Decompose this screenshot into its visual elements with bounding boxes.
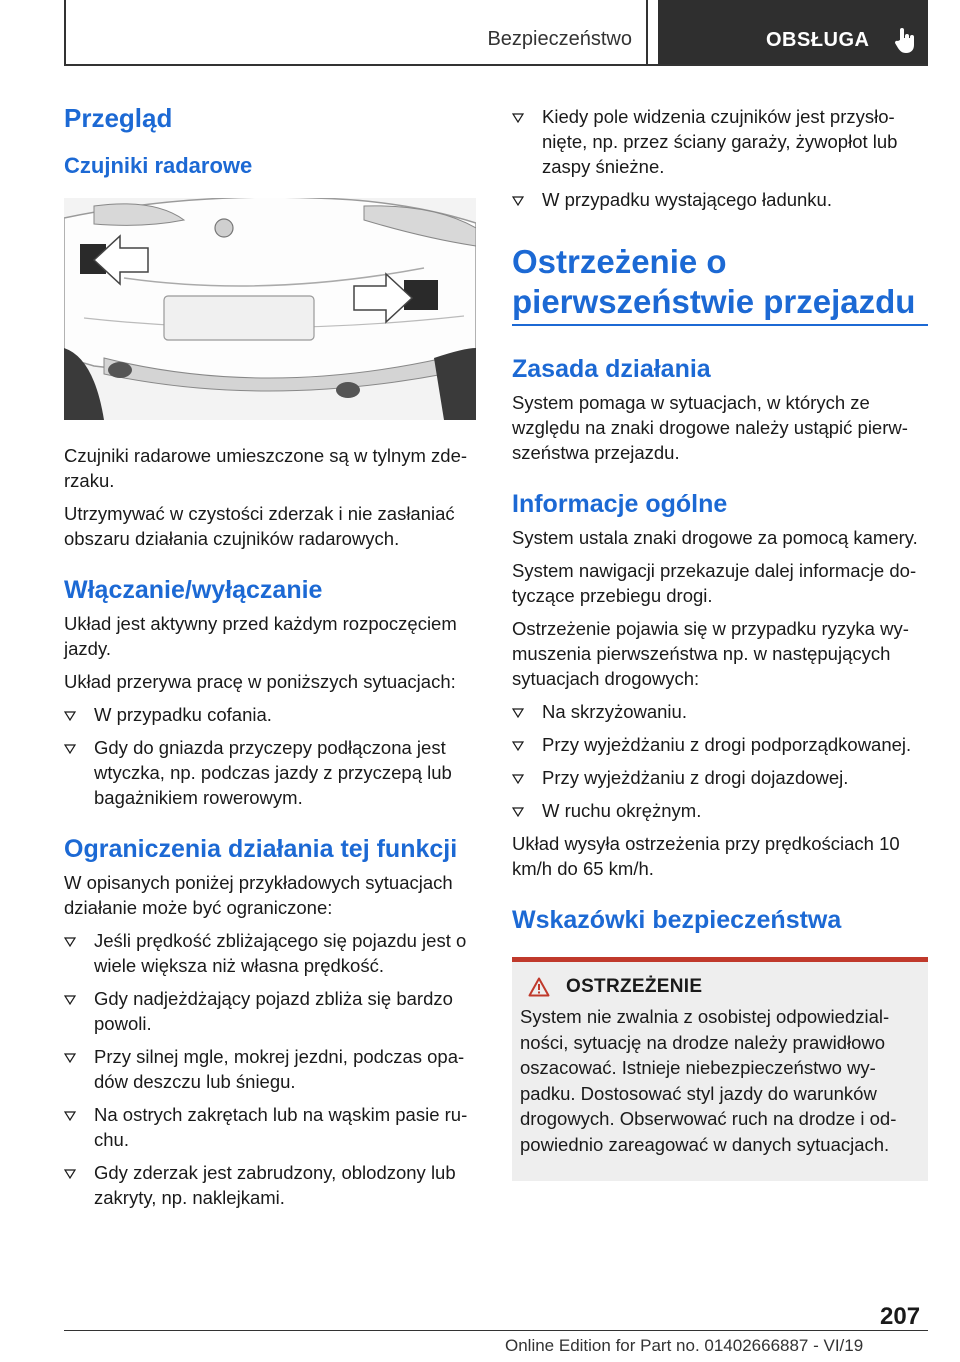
warning-title: OSTRZEŻENIE <box>566 976 703 997</box>
triangle-bullet-icon <box>64 995 76 1005</box>
list-item: Kiedy pole widzenia czujników jest przysło‐nięte, np. przez ściany garaży, żywopłot lub zaspy śnieżne. <box>512 104 928 179</box>
heading-limitations: Ograniczenia działania tej funkcji <box>64 835 458 863</box>
list-item: Na skrzyżowaniu. <box>512 699 928 724</box>
footer-edition: Online Edition for Part no. 01402666887 - VI/19 <box>505 1336 864 1355</box>
heading-general-info: Informacje ogólne <box>512 490 728 518</box>
triangle-bullet-icon <box>512 774 524 784</box>
paragraph-limits: W opisanych poniżej przykładowych sytuacjach działanie może być ograniczone: <box>64 872 453 918</box>
paragraph-onoff-1: Układ jest aktywny przed każdym rozpoczęciem jazdy. <box>64 613 457 659</box>
triangle-bullet-icon <box>64 1111 76 1121</box>
header-section-box <box>64 0 648 64</box>
triangle-bullet-icon <box>512 113 524 123</box>
header-tab-obsluga <box>658 0 928 64</box>
list-item: Jeśli prędkość zbliżającego się pojazdu jest o wiele większa niż własna prędkość. <box>64 928 476 978</box>
paragraph-general-4: Układ wysyła ostrzeżenia przy prędkościach 10 km/h do 65 km/h. <box>512 833 900 879</box>
heading-on-off: Włączanie/wyłączanie <box>64 576 323 604</box>
paragraph-onoff-2: Układ przerywa pracę w poniższych sytuacjach: <box>64 671 456 692</box>
list-item: W przypadku cofania. <box>64 702 476 727</box>
list-item: Na ostrych zakrętach lub na wąskim pasie ru‐chu. <box>64 1102 476 1152</box>
page-number: 207 <box>880 1303 921 1330</box>
list-onoff <box>64 702 476 810</box>
triangle-bullet-icon <box>64 937 76 947</box>
paragraph-radar-2: Utrzymywać w czystości zderzak i nie zasłaniać obszaru działania czujników radarowych. <box>64 503 455 549</box>
triangle-bullet-icon <box>64 711 76 721</box>
header-tab-label: OBSŁUGA <box>766 29 870 51</box>
heading-overview: Przegląd <box>64 103 173 133</box>
paragraph-radar-1: Czujniki radarowe umieszczone są w tylnym zde‐rzaku. <box>64 445 468 491</box>
list-item: Przy wyjeżdżaniu z drogi dojazdowej. <box>512 765 928 790</box>
warning-text: System nie zwalnia z osobistej odpowiedzial‐ności, sytuację na drodze należy prawidłowo oszacować. Istnieje niebezpieczeństwo wy‐padku. Dostosować styl jazdy do warunków drogowych. Obserwować ruch na drodze i od‐powiednio zareagować w danych sytuacjach. <box>520 1006 897 1155</box>
warning-header <box>520 976 920 998</box>
triangle-bullet-icon <box>64 1053 76 1063</box>
car-rear-radar-sensors-illustration <box>64 198 476 420</box>
paragraph-principle: System pomaga w sytuacjach, w których ze względu na znaki drogowe należy ustąpić pierw‐szeństwa przejazdu. <box>512 392 908 463</box>
warning-box <box>512 957 928 1181</box>
header-section-title: Bezpieczeństwo <box>487 28 632 50</box>
triangle-bullet-icon <box>512 196 524 206</box>
paragraph-general-3: Ostrzeżenie pojawia się w przypadku ryzyka wy‐muszenia pierwszeństwa np. w następujących sytuacjach drogowych: <box>512 618 909 689</box>
list-item: Gdy zderzak jest zabrudzony, oblodzony lub zakryty, np. naklejkami. <box>64 1160 476 1210</box>
triangle-bullet-icon <box>64 1169 76 1179</box>
left-column <box>64 98 476 1218</box>
paragraph-general-2: System nawigacji przekazuje dalej informacje do‐tyczące przebiegu drogi. <box>512 560 917 606</box>
heading-principle: Zasada działania <box>512 355 711 383</box>
hand-pointer-icon <box>894 26 918 54</box>
list-limits <box>64 928 476 1210</box>
header-rule <box>64 64 928 66</box>
triangle-bullet-icon <box>512 708 524 718</box>
list-item: Przy wyjeżdżaniu z drogi podporządkowanej. <box>512 732 928 757</box>
list-item: Gdy do gniazda przyczepy podłączona jest wtyczka, np. podczas jazdy z przyczepą lub bagażnikiem rowerowym. <box>64 735 476 810</box>
heading-safety-notes: Wskazówki bezpieczeństwa <box>512 906 842 934</box>
list-item: W przypadku wystającego ładunku. <box>512 187 928 212</box>
heading-priority-warning: Ostrzeżenie o pierwszeństwie przejazdu <box>512 242 928 326</box>
triangle-bullet-icon <box>512 741 524 751</box>
list-limits-continued <box>512 104 928 212</box>
list-item: W ruchu okrężnym. <box>512 798 928 823</box>
warning-triangle-icon <box>528 977 550 997</box>
right-column <box>512 104 928 1181</box>
list-item: Przy silnej mgle, mokrej jezdni, podczas opa‐dów deszczu lub śniegu. <box>64 1044 476 1094</box>
triangle-bullet-icon <box>512 807 524 817</box>
paragraph-general-1: System ustala znaki drogowe za pomocą kamery. <box>512 527 918 548</box>
triangle-bullet-icon <box>64 744 76 754</box>
list-general <box>512 699 928 823</box>
footer-rule <box>64 1330 928 1331</box>
list-item: Gdy nadjeżdżający pojazd zbliża się bardzo powoli. <box>64 986 476 1036</box>
heading-radar-sensors: Czujniki radarowe <box>64 153 253 178</box>
